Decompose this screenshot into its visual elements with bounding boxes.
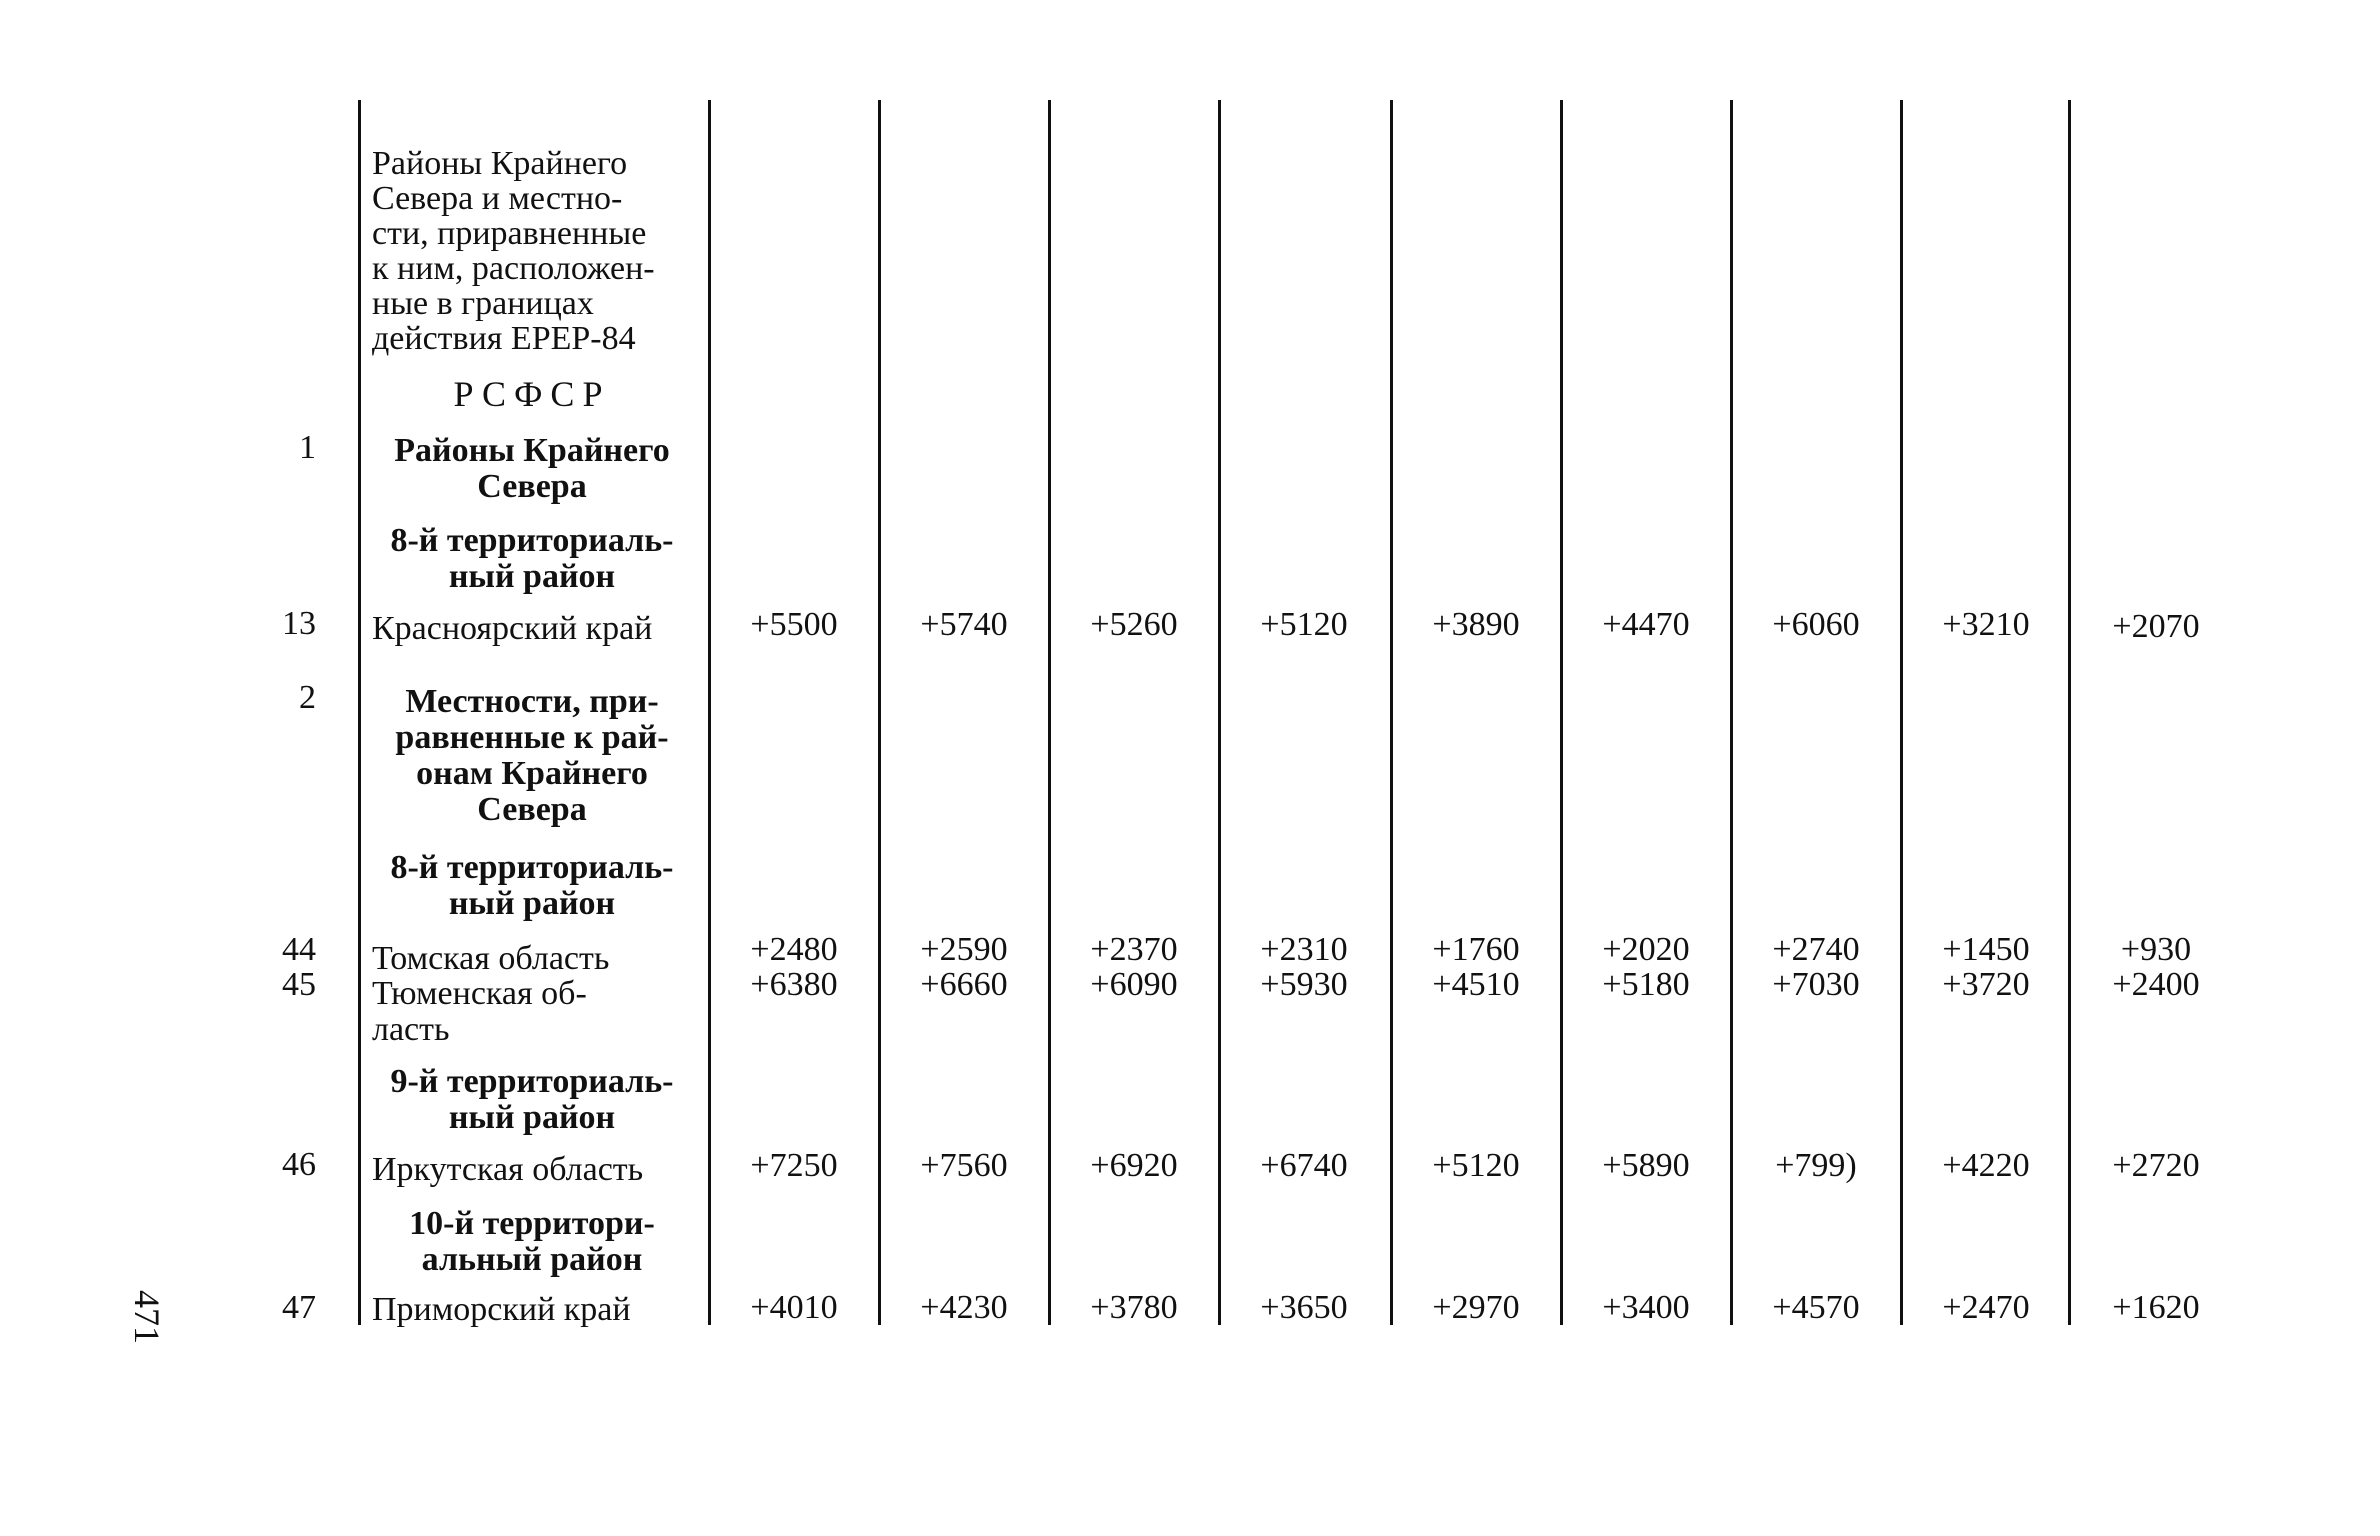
table-cell: +5180: [1602, 966, 1690, 1003]
section-title-line: Севера: [477, 791, 587, 828]
subsection-title-line: 8-й территориаль-: [390, 849, 674, 886]
column-rule: [1900, 100, 1903, 1325]
table-cell: +799): [1775, 1147, 1857, 1184]
table-cell: +4230: [920, 1289, 1008, 1326]
table-cell: +3650: [1260, 1289, 1348, 1326]
row-number: 44: [282, 931, 316, 968]
table-cell: +2720: [2112, 1147, 2200, 1184]
table-cell: +5120: [1432, 1147, 1520, 1184]
table-cell: +2310: [1260, 931, 1348, 968]
intro-line: сти, приравненные: [372, 215, 647, 252]
column-rule: [1730, 100, 1733, 1325]
subsection-title-line: ный район: [448, 1099, 616, 1136]
row-name: Томская область: [372, 940, 610, 977]
row-name: Иркутская область: [372, 1151, 644, 1188]
table-cell: +7560: [920, 1147, 1008, 1184]
country-heading: РСФСР: [453, 374, 611, 414]
section-title-line: Севера: [477, 468, 587, 505]
row-name-line: ласть: [372, 1011, 450, 1048]
table-cell: +6740: [1260, 1147, 1348, 1184]
subsection-title-line: ный район: [448, 558, 616, 595]
table-cell: +3210: [1942, 606, 2030, 643]
table-cell: +6380: [750, 966, 838, 1003]
table-cell: +3890: [1432, 606, 1520, 643]
table-cell: +2970: [1432, 1289, 1520, 1326]
intro-line: действия ЕРЕР-84: [372, 320, 636, 357]
section-number: 2: [299, 679, 316, 716]
column-rule: [358, 100, 361, 1325]
table-cell: +7030: [1772, 966, 1860, 1003]
table-cell: +2590: [920, 931, 1008, 968]
section-number: 1: [299, 429, 316, 466]
row-number: 13: [282, 605, 316, 642]
column-rule: [2068, 100, 2071, 1325]
intro-line: Районы Крайнего: [372, 145, 628, 182]
table-intro-heading: [372, 146, 692, 356]
table-cell: +2070: [2112, 608, 2200, 645]
table-cell: +2480: [750, 931, 838, 968]
subsection-title-line: 10-й территори-: [409, 1205, 655, 1242]
intro-line: к ним, расположен-: [372, 250, 655, 287]
column-rule: [1048, 100, 1051, 1325]
table-cell: +4010: [750, 1289, 838, 1326]
table-cell: +1450: [1942, 931, 2030, 968]
subsection-title-line: 8-й территориаль-: [390, 522, 674, 559]
table-cell: +4220: [1942, 1147, 2030, 1184]
table-cell: +2740: [1772, 931, 1860, 968]
table-cell: +2400: [2112, 966, 2200, 1003]
table-cell: +2370: [1090, 931, 1178, 968]
subsection-title-line: ный район: [448, 885, 616, 922]
table-cell: +6660: [920, 966, 1008, 1003]
column-rule: [708, 100, 711, 1325]
intro-line: ные в границах: [372, 285, 594, 322]
table-cell: +2020: [1602, 931, 1690, 968]
table-cell: +7250: [750, 1147, 838, 1184]
table-cell: +4470: [1602, 606, 1690, 643]
page-number: 471: [127, 1290, 167, 1344]
table-cell: +1620: [2112, 1289, 2200, 1326]
table-cell: +6920: [1090, 1147, 1178, 1184]
table-cell: +6060: [1772, 606, 1860, 643]
column-rule: [1390, 100, 1393, 1325]
table-cell: +5260: [1090, 606, 1178, 643]
row-name: Приморский край: [372, 1291, 631, 1328]
table-cell: +4510: [1432, 966, 1520, 1003]
row-number: 46: [282, 1146, 316, 1183]
row-name: Красноярский край: [372, 610, 653, 647]
table-cell: +6090: [1090, 966, 1178, 1003]
column-rule: [878, 100, 881, 1325]
table-cell: +3400: [1602, 1289, 1690, 1326]
table-cell: +2470: [1942, 1289, 2030, 1326]
subsection-title-line: альный район: [421, 1241, 643, 1278]
subsection-title-line: 9-й территориаль-: [390, 1063, 674, 1100]
table-cell: +3720: [1942, 966, 2030, 1003]
table-cell: +5930: [1260, 966, 1348, 1003]
column-rule: [1560, 100, 1563, 1325]
section-title-line: Местности, при-: [405, 683, 659, 720]
table-cell: +5740: [920, 606, 1008, 643]
column-rule: [1218, 100, 1221, 1325]
row-name-line: Тюменская об-: [372, 975, 587, 1012]
intro-line: Севера и местно-: [372, 180, 623, 217]
table-cell: +5500: [750, 606, 838, 643]
table-cell: +5890: [1602, 1147, 1690, 1184]
section-title-line: онам Крайнего: [416, 755, 648, 792]
section-title-line: Районы Крайнего: [394, 432, 670, 469]
table-cell: +5120: [1260, 606, 1348, 643]
table-cell: +1760: [1432, 931, 1520, 968]
table-cell: +3780: [1090, 1289, 1178, 1326]
table-cell: +930: [2120, 931, 2192, 968]
section-title-line: равненные к рай-: [395, 719, 669, 756]
row-number: 47: [282, 1289, 316, 1326]
row-name: [372, 976, 692, 1048]
row-number: 45: [282, 966, 316, 1003]
table-cell: +4570: [1772, 1289, 1860, 1326]
